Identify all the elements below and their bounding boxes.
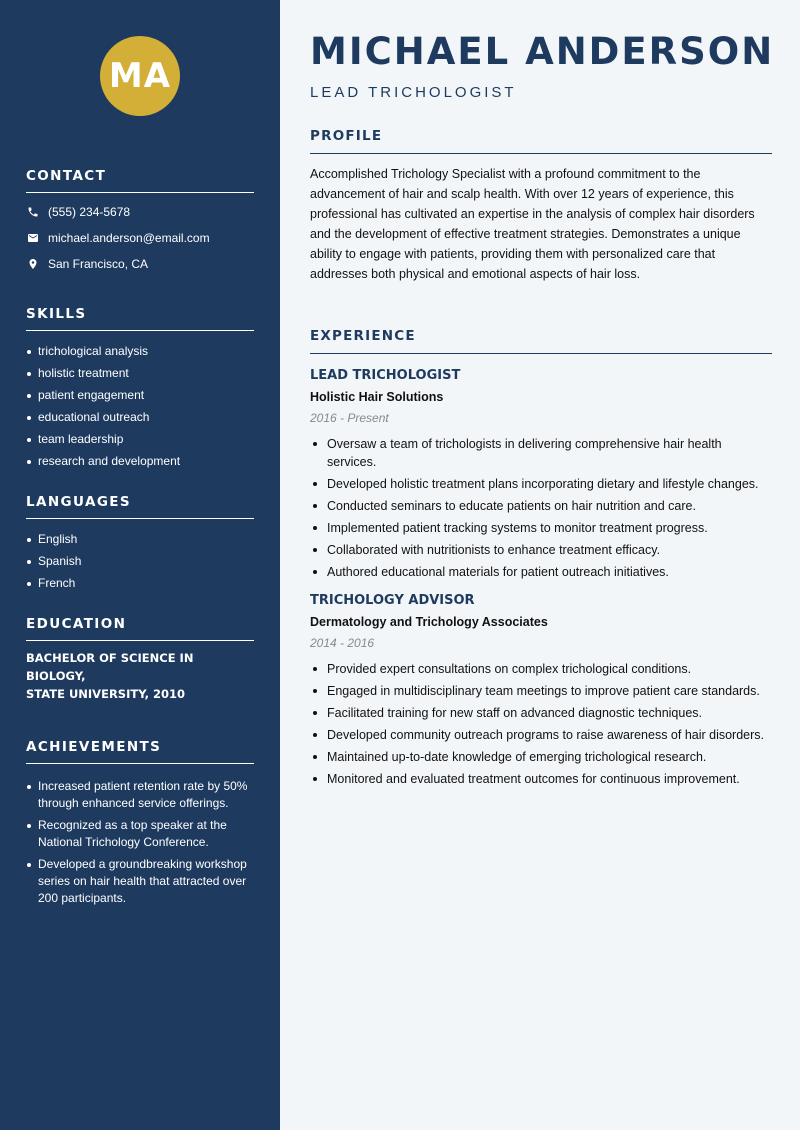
job-title: LEAD TRICHOLOGIST — [310, 368, 461, 383]
list-item: research and development — [26, 453, 254, 470]
job-company: Holistic Hair Solutions — [310, 390, 444, 404]
list-item: educational outreach — [26, 409, 254, 426]
education-line-2: STATE UNIVERSITY, 2010 — [26, 687, 186, 701]
list-item: Facilitated training for new staff on advanced diagnostic techniques. — [310, 704, 772, 722]
list-item: trichological analysis — [26, 343, 254, 360]
languages-list — [26, 531, 254, 592]
list-item: patient engagement — [26, 387, 254, 404]
contact-email — [26, 229, 254, 247]
skills-heading: SKILLS — [26, 306, 254, 331]
education-line-1: BACHELOR OF SCIENCE IN BIOLOGY, — [26, 651, 194, 683]
contact-heading: CONTACT — [26, 168, 254, 193]
profile-section — [310, 128, 772, 284]
list-item: Developed community outreach programs to raise awareness of hair disorders. — [310, 726, 772, 744]
profile-heading: PROFILE — [310, 128, 772, 154]
skills-list — [26, 343, 254, 470]
achievements-list — [26, 778, 254, 907]
contact-section — [26, 168, 254, 273]
languages-section — [26, 494, 254, 592]
contact-phone — [26, 203, 254, 221]
list-item: holistic treatment — [26, 365, 254, 382]
job-title: TRICHOLOGY ADVISOR — [310, 593, 475, 608]
location-text: San Francisco, CA — [48, 257, 149, 271]
list-item: French — [26, 575, 254, 592]
list-item: Authored educational materials for patient outreach initiatives. — [310, 563, 772, 581]
experience-heading: EXPERIENCE — [310, 328, 772, 354]
list-item: Increased patient retention rate by 50% through enhanced service offerings. — [26, 778, 254, 812]
email-icon — [26, 231, 40, 245]
list-item: Developed a groundbreaking workshop series on hair health that attracted over 200 participants. — [26, 856, 254, 907]
job-dates: 2014 - 2016 — [310, 636, 375, 650]
sidebar — [0, 0, 280, 1130]
avatar: MA — [100, 36, 180, 116]
list-item: Collaborated with nutritionists to enhance treatment efficacy. — [310, 541, 772, 559]
list-item: English — [26, 531, 254, 548]
phone-text: (555) 234-5678 — [48, 205, 131, 219]
list-item: Engaged in multidisciplinary team meetings to improve patient care standards. — [310, 682, 772, 700]
list-item: Provided expert consultations on complex trichological conditions. — [310, 660, 772, 678]
list-item: Conducted seminars to educate patients on hair nutrition and care. — [310, 497, 772, 515]
experience-section — [310, 328, 772, 792]
list-item: Maintained up-to-date knowledge of emerging trichological research. — [310, 748, 772, 766]
phone-icon — [26, 205, 40, 219]
job-bullets — [310, 435, 772, 581]
job-company: Dermatology and Trichology Associates — [310, 615, 548, 629]
list-item: Implemented patient tracking systems to monitor treatment progress. — [310, 519, 772, 537]
education-section — [26, 616, 254, 703]
contact-location — [26, 255, 254, 273]
job-dates: 2016 - Present — [310, 411, 389, 425]
profile-text: Accomplished Trichology Specialist with a profound commitment to the advancement of hair and scalp health. With over 12 years of experience, this professional has cultivated an expertise in the analysis of complex hair disorders and the development of effective treatment strategies. Demonstrates a unique ability to engage with patients, providing them with personalized care that addresses both physical and emotional aspects of hair loss. — [310, 167, 755, 281]
location-pin-icon — [26, 257, 40, 271]
job-bullets — [310, 660, 772, 788]
list-item: Recognized as a top speaker at the National Trichology Conference. — [26, 817, 254, 851]
skills-section — [26, 306, 254, 470]
list-item: team leadership — [26, 431, 254, 448]
education-degree — [26, 649, 254, 703]
list-item: Monitored and evaluated treatment outcomes for continuous improvement. — [310, 770, 772, 788]
list-item: Developed holistic treatment plans incorporating dietary and lifestyle changes. — [310, 475, 772, 493]
list-item: Oversaw a team of trichologists in delivering comprehensive hair health services. — [310, 435, 772, 471]
email-text: michael.anderson@email.com — [48, 231, 210, 245]
job-entry — [310, 593, 772, 788]
candidate-title: LEAD TRICHOLOGIST — [310, 84, 517, 101]
achievements-section — [26, 739, 254, 907]
list-item: Spanish — [26, 553, 254, 570]
candidate-name: MICHAEL ANDERSON — [310, 30, 775, 73]
languages-heading: LANGUAGES — [26, 494, 254, 519]
achievements-heading: ACHIEVEMENTS — [26, 739, 254, 764]
job-entry — [310, 368, 772, 581]
education-heading: EDUCATION — [26, 616, 254, 641]
